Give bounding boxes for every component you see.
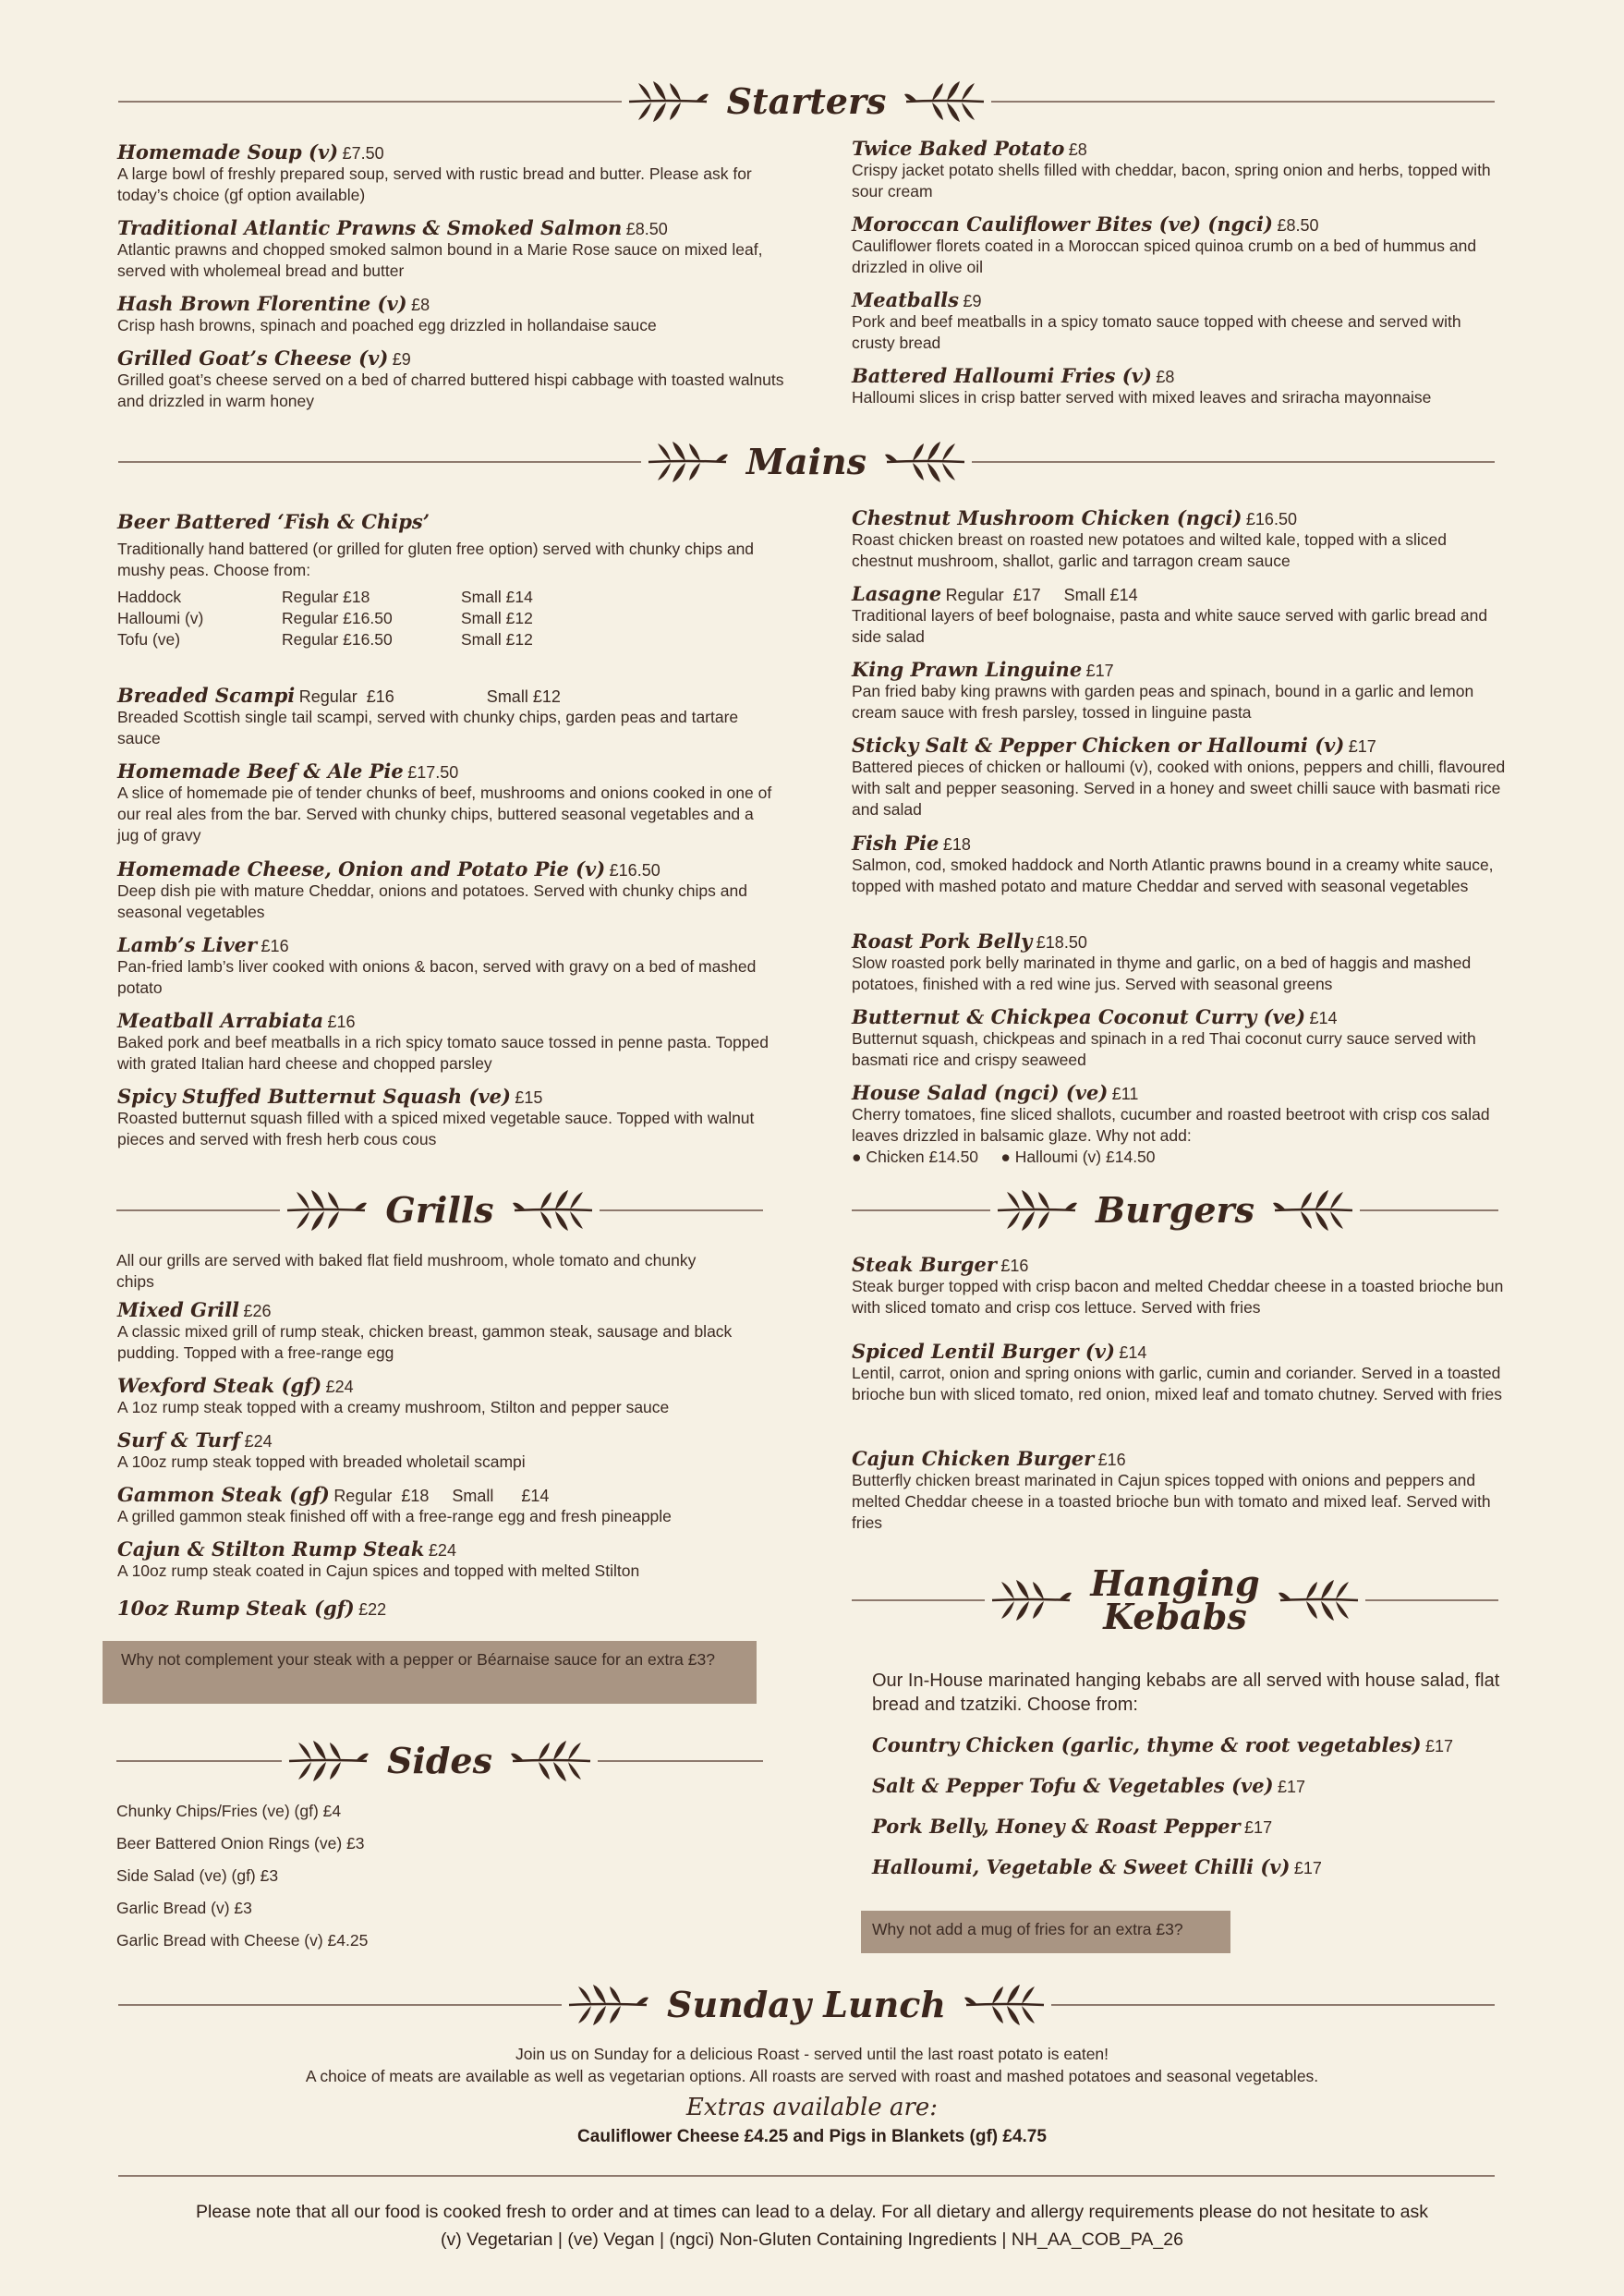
menu-item-halloumi-fries: [852, 364, 1508, 408]
divider-line: [852, 1599, 985, 1601]
divider-line: [991, 101, 1495, 103]
item-price: £14: [1309, 1009, 1338, 1027]
price-option: Haddock: [117, 588, 182, 606]
item-description: A grilled gammon steak finished off with a free-range egg and fresh pineapple: [117, 1507, 672, 1525]
menu-item-rump-steak: [117, 1597, 773, 1620]
item-description: Traditionally hand battered (or grilled for gluten free option) served with chunky chips and mushy peas. Choose from:: [117, 540, 755, 579]
menu-item-mushroom-chicken: [852, 506, 1508, 572]
item-description: Slow roasted pork belly marinated in thyme and garlic, on a bed of haggis and mashed potatoes, finished with a red wine jus. Served with seasonal greens: [852, 954, 1472, 993]
menu-item-gammon-steak: [117, 1483, 773, 1527]
item-description: Butternut squash, chickpeas and spinach in a red Thai coconut curry sauce served with basmati rice and crispy seaweed: [852, 1029, 1476, 1069]
item-name: King Prawn Linguine: [852, 658, 1083, 681]
footer-legend: (v) Vegetarian | (ve) Vegan | (ngci) Non-Gluten Containing Ingredients | NH_AA_COB_PA_26: [441, 2229, 1183, 2250]
extras-title: Extras available are:: [685, 2094, 939, 2121]
item-name: Surf & Turf: [117, 1428, 241, 1452]
item-price: £8: [1156, 368, 1175, 386]
section-header-grills: [116, 1188, 763, 1233]
price-small: Small £12: [461, 630, 533, 649]
menu-item-mixed-grill: [117, 1298, 773, 1364]
leaf-sprig-icon: [883, 440, 968, 484]
item-description: Pan-fried lamb’s liver cooked with onions & bacon, served with gravy on a bed of mashed potato: [117, 957, 757, 997]
section-header-kebabs: [852, 1562, 1498, 1637]
item-name: House Salad (ngci) (ve): [852, 1081, 1109, 1104]
item-name: Breaded Scampi: [117, 684, 296, 707]
menu-item-coconut-curry: [852, 1005, 1508, 1071]
price-small: Small £12: [461, 609, 533, 627]
side-item: Chunky Chips/Fries (ve) (gf) £4: [116, 1802, 342, 1820]
menu-item-hash-brown: [117, 292, 801, 336]
item-description: A 10oz rump steak coated in Cajun spices and topped with melted Stilton: [117, 1561, 640, 1580]
menu-item-surf-turf: [117, 1428, 773, 1473]
side-item: Garlic Bread (v) £3: [116, 1899, 252, 1917]
item-description: Steak burger topped with crisp bacon and melted Cheddar cheese in a toasted brioche bun with sliced tomato and crisp cos lettuce. Served with fries: [852, 1277, 1504, 1317]
section-title-mains: Mains: [745, 441, 867, 482]
menu-item-lentil-burger: [852, 1340, 1508, 1405]
divider-line: [116, 1760, 282, 1762]
grills-intro: All our grills are served with baked flat field mushroom, whole tomato and chunky chips: [116, 1251, 697, 1291]
item-name: Spicy Stuffed Butternut Squash (ve): [117, 1085, 511, 1108]
leaf-sprig-icon: [285, 1739, 370, 1783]
divider-line: [1360, 1209, 1498, 1211]
item-price: £8.50: [625, 220, 668, 238]
item-price: £18.50: [1036, 933, 1087, 952]
item-price: £17: [1277, 1778, 1305, 1796]
menu-item-beef-ale-pie: [117, 759, 773, 846]
item-description: Crispy jacket potato shells filled with cheddar, bacon, spring onion and herbs, topped with sour cream: [852, 161, 1491, 200]
menu-item-scampi: [117, 684, 773, 749]
price-regular: Regular £16.50: [282, 609, 393, 627]
menu-item-cajun-chicken-burger: [852, 1447, 1508, 1534]
item-name: Pork Belly, Honey & Roast Pepper: [872, 1815, 1241, 1838]
item-name: Homemade Cheese, Onion and Potato Pie (v): [117, 857, 606, 881]
item-description: A 10oz rump steak topped with breaded wholetail scampi: [117, 1452, 526, 1471]
leaf-sprig-icon: [565, 1983, 650, 2027]
price-regular: Regular £18: [282, 588, 370, 606]
item-description: Atlantic prawns and chopped smoked salmon bound in a Marie Rose sauce on mixed leaf, served with wholemeal bread and butter: [117, 240, 763, 280]
section-header-mains: [118, 440, 1495, 484]
item-name: Halloumi, Vegetable & Sweet Chilli (v): [872, 1855, 1291, 1878]
item-name: Lamb’s Liver: [117, 933, 258, 956]
divider-line: [116, 1209, 280, 1211]
item-price: £24: [428, 1541, 456, 1560]
section-title-starters: Starters: [726, 80, 887, 122]
kebabs-intro: Our In-House marinated hanging kebabs are all served with house salad, flat bread and tzatziki. Choose from:: [872, 1670, 1500, 1715]
divider-line: [972, 461, 1495, 463]
item-description: Lentil, carrot, onion and spring onions with garlic, cumin and coriander. Served in a toasted brioche bun with sliced tomato, red onion, mixed leaf and tomato chutney. Served with fries: [852, 1364, 1502, 1403]
item-price: Regular £16 Small £12: [298, 687, 561, 706]
item-price: £17: [1425, 1737, 1454, 1755]
sunday-line-2: A choice of meats are available as well as vegetarian options. All roasts are served with roast and mashed potatoes and seasonal vegetables.: [305, 2067, 1319, 2085]
leaf-sprig-icon: [963, 1983, 1048, 2027]
item-description: Pork and beef meatballs in a spicy tomato sauce topped with cheese and served with crusty bread: [852, 312, 1461, 352]
kebab-item: [872, 1733, 1519, 1774]
item-description: Deep dish pie with mature Cheddar, onions and potatoes. Served with chunky chips and seasonal vegetables: [117, 881, 747, 921]
item-price: £17: [1085, 662, 1114, 680]
item-name: Hash Brown Florentine (v): [117, 292, 407, 315]
footer-note: Please note that all our food is cooked fresh to order and at times can lead to a delay. For all dietary and allergy requirements please do not hesitate to ask: [196, 2202, 1428, 2222]
item-price: £16: [1097, 1451, 1126, 1469]
item-name: Homemade Soup (v): [117, 140, 339, 164]
item-description: Cauliflower florets coated in a Moroccan spiced quinoa crumb on a bed of hummus and drizzled in olive oil: [852, 237, 1477, 276]
item-price: £14: [1119, 1343, 1147, 1362]
item-name: 10oz Rump Steak (gf): [117, 1597, 355, 1620]
item-price: £9: [963, 292, 982, 310]
item-price: £11: [1111, 1085, 1139, 1103]
item-name: Roast Pork Belly: [852, 929, 1033, 953]
menu-item-meatballs: [852, 288, 1508, 354]
item-price: £7.50: [342, 144, 384, 163]
item-price: £22: [358, 1600, 387, 1619]
item-name: Moroccan Cauliflower Bites (ve) (ngci): [852, 213, 1273, 236]
item-description: Breaded Scottish single tail scampi, served with chunky chips, garden peas and tartare sauce: [117, 708, 739, 747]
item-price: £18: [942, 835, 971, 854]
leaf-sprig-icon: [903, 79, 988, 124]
item-name: Cajun & Stilton Rump Steak: [117, 1537, 425, 1561]
salad-addons: ● Chicken £14.50 ● Halloumi (v) £14.50: [852, 1148, 1156, 1166]
leaf-sprig-icon: [645, 440, 730, 484]
item-name: Sticky Salt & Pepper Chicken or Halloumi (v): [852, 734, 1345, 757]
item-description: Crisp hash browns, spinach and poached egg drizzled in hollandaise sauce: [117, 316, 657, 334]
item-price: £16: [261, 937, 289, 955]
price-option: Tofu (ve): [117, 630, 181, 649]
item-description: Battered pieces of chicken or halloumi (v), cooked with onions, peppers and chilli, flavoured with salt and pepper seasoning. Served in a honey and sweet chilli sauce with basmati rice and salad: [852, 758, 1506, 819]
price-table: [117, 587, 773, 650]
item-description: Traditional layers of beef bolognaise, pasta and white sauce served with garlic bread and side salad: [852, 606, 1488, 646]
sides-list: [116, 1801, 708, 1962]
item-name: Country Chicken (garlic, thyme & root vegetables): [872, 1733, 1422, 1756]
divider-line: [1051, 2004, 1495, 2006]
item-price: £17: [1244, 1818, 1273, 1837]
menu-item-meatball-arrabiata: [117, 1009, 773, 1075]
item-name: Steak Burger: [852, 1253, 997, 1276]
price-regular: Regular £16.50: [282, 630, 393, 649]
item-price: £16: [1000, 1257, 1029, 1275]
menu-item-house-salad: [852, 1081, 1508, 1168]
item-name: Mixed Grill: [117, 1298, 240, 1321]
leaf-sprig-icon: [1271, 1188, 1356, 1233]
item-price: £16: [327, 1013, 356, 1031]
divider-line: [852, 1209, 990, 1211]
section-title-kebabs: [1077, 1562, 1272, 1637]
item-price: £8: [1068, 140, 1087, 159]
kebab-list: [872, 1733, 1519, 1896]
item-price: £17: [1293, 1859, 1322, 1877]
item-description: Roast chicken breast on roasted new potatoes and wilted kale, topped with a sliced chestnut mushroom, shallot, garlic and tarragon cream sauce: [852, 530, 1447, 570]
item-description: A large bowl of freshly prepared soup, served with rustic bread and butter. Please ask for today’s choice (gf option available): [117, 164, 752, 204]
section-header-sides: [116, 1739, 763, 1783]
item-name: Butternut & Chickpea Coconut Curry (ve): [852, 1005, 1306, 1028]
steak-sauce-note: Why not complement your steak with a pepper or Béarnaise sauce for an extra £3?: [103, 1641, 757, 1704]
item-description: Grilled goat’s cheese served on a bed of charred buttered hispi cabbage with toasted walnuts and drizzled in warm honey: [117, 371, 784, 410]
menu-item-homemade-soup: [117, 140, 801, 206]
menu-item-salt-pepper-chicken: [852, 734, 1508, 820]
menu-item-lasagne: [852, 582, 1508, 648]
item-name: Battered Halloumi Fries (v): [852, 364, 1152, 387]
menu-item-butternut-squash: [117, 1085, 773, 1150]
item-name: Grilled Goat’s Cheese (v): [117, 346, 389, 370]
item-name: Cajun Chicken Burger: [852, 1447, 1095, 1470]
section-title-burgers: Burgers: [1096, 1189, 1254, 1231]
item-description: Halloumi slices in crisp batter served with mixed leaves and sriracha mayonnaise: [852, 388, 1432, 407]
item-price: £16.50: [1245, 510, 1297, 528]
side-item: Garlic Bread with Cheese (v) £4.25: [116, 1931, 369, 1950]
item-price: £15: [515, 1088, 543, 1107]
item-description: A classic mixed grill of rump steak, chicken breast, gammon steak, sausage and black pudding. Topped with a free-range egg: [117, 1322, 733, 1362]
item-price: £9: [392, 350, 411, 369]
item-name: Meatballs: [852, 288, 959, 311]
kebab-item: [872, 1855, 1519, 1896]
menu-item-twice-baked-potato: [852, 137, 1508, 202]
divider-line: [118, 2004, 562, 2006]
menu-item-lambs-liver: [117, 933, 773, 999]
extras-list: Cauliflower Cheese £4.25 and Pigs in Blankets (gf) £4.75: [577, 2127, 1047, 2146]
leaf-sprig-icon: [1277, 1578, 1362, 1622]
item-price: Regular £17 Small £14: [945, 586, 1138, 604]
item-name: Wexford Steak (gf): [117, 1374, 322, 1397]
item-price: £24: [244, 1432, 273, 1451]
item-description: Roasted butternut squash filled with a spiced mixed vegetable sauce. Topped with walnut pieces and served with fresh herb cous cous: [117, 1109, 755, 1148]
side-item: Beer Battered Onion Rings (ve) £3: [116, 1834, 365, 1853]
kebabs-title-line1: Hanging: [1090, 1562, 1260, 1604]
footer-divider: [118, 2175, 1495, 2177]
price-option: Halloumi (v): [117, 609, 204, 627]
item-name: Lasagne: [852, 582, 942, 605]
menu-item-wexford-steak: [117, 1374, 773, 1418]
item-price: £8.50: [1277, 216, 1319, 235]
item-price: £24: [325, 1378, 354, 1396]
item-price: Regular £18 Small £14: [333, 1487, 550, 1505]
item-description: Pan fried baby king prawns with garden peas and spinach, bound in a garlic and lemon cream sauce with fresh parsley, tossed in linguine pasta: [852, 682, 1474, 722]
item-name: Salt & Pepper Tofu & Vegetables (ve): [872, 1774, 1274, 1797]
item-name: Fish Pie: [852, 832, 939, 855]
menu-item-cheese-onion-pie: [117, 857, 773, 923]
item-name: Chestnut Mushroom Chicken (ngci): [852, 506, 1242, 529]
menu-item-cauliflower-bites: [852, 213, 1508, 278]
item-name: Meatball Arrabiata: [117, 1009, 324, 1032]
item-description: Butterfly chicken breast marinated in Cajun spices topped with onions and peppers and melted Cheddar cheese in a toasted brioche bun with tomato and mixed leaf. Served with fries: [852, 1471, 1491, 1532]
fries-note: Why not add a mug of fries for an extra £3?: [861, 1911, 1230, 1953]
sunday-line-1: Join us on Sunday for a delicious Roast - served until the last roast potato is eaten!: [515, 2045, 1109, 2063]
menu-item-prawn-linguine: [852, 658, 1508, 723]
item-name: Spiced Lentil Burger (v): [852, 1340, 1115, 1363]
item-name: Beer Battered ‘Fish & Chips’: [117, 510, 430, 533]
section-title-sunday-lunch: Sunday Lunch: [667, 1984, 946, 2025]
menu-item-steak-burger: [852, 1253, 1508, 1318]
item-description: Baked pork and beef meatballs in a rich spicy tomato sauce tossed in penne pasta. Topped with grated Italian hard cheese and chopped parsley: [117, 1033, 769, 1073]
leaf-sprig-icon: [509, 1739, 594, 1783]
divider-line: [118, 461, 641, 463]
divider-line: [118, 101, 622, 103]
menu-item-goats-cheese: [117, 346, 801, 412]
section-title-grills: Grills: [385, 1189, 494, 1231]
item-price: £16.50: [609, 861, 661, 880]
price-small: Small £14: [461, 588, 533, 606]
section-header-starters: [118, 79, 1495, 124]
item-name: Traditional Atlantic Prawns & Smoked Salmon: [117, 216, 623, 239]
item-price: £8: [411, 296, 430, 314]
section-title-sides: Sides: [386, 1740, 493, 1781]
item-price: £17: [1348, 737, 1376, 756]
item-description: Cherry tomatoes, fine sliced shallots, cucumber and roasted beetroot with crisp cos salad leaves drizzled in balsamic glaze. Why not add:: [852, 1105, 1490, 1145]
kebab-item: [872, 1774, 1519, 1815]
item-description: A 1oz rump steak topped with a creamy mushroom, Stilton and pepper sauce: [117, 1398, 670, 1416]
item-name: Gammon Steak (gf): [117, 1483, 330, 1506]
kebabs-title-line2: Kebabs: [1103, 1596, 1247, 1637]
menu-item-prawns-salmon: [117, 216, 801, 282]
menu-item-fish-and-chips: [117, 510, 773, 650]
leaf-sprig-icon: [511, 1188, 596, 1233]
leaf-sprig-icon: [625, 79, 710, 124]
leaf-sprig-icon: [994, 1188, 1079, 1233]
item-name: Homemade Beef & Ale Pie: [117, 759, 404, 783]
menu-item-cajun-stilton-steak: [117, 1537, 773, 1582]
section-header-sunday-lunch: [118, 1983, 1495, 2027]
item-price: £17.50: [407, 763, 459, 782]
item-name: Twice Baked Potato: [852, 137, 1065, 160]
leaf-sprig-icon: [988, 1578, 1073, 1622]
item-price: £26: [243, 1302, 272, 1320]
section-header-burgers: [852, 1188, 1498, 1233]
item-description: A slice of homemade pie of tender chunks of beef, mushrooms and onions cooked in one of our real ales from the bar. Served with chunky chips, buttered seasonal vegetables and a jug of gravy: [117, 784, 772, 844]
menu-item-pork-belly: [852, 929, 1508, 995]
divider-line: [600, 1209, 763, 1211]
leaf-sprig-icon: [284, 1188, 369, 1233]
divider-line: [598, 1760, 763, 1762]
menu-item-fish-pie: [852, 832, 1508, 897]
side-item: Side Salad (ve) (gf) £3: [116, 1866, 279, 1885]
divider-line: [1365, 1599, 1498, 1601]
item-description: Salmon, cod, smoked haddock and North Atlantic prawns bound in a creamy white sauce, topped with mashed potato and mature Cheddar and served with seasonal vegetables: [852, 856, 1494, 895]
kebab-item: [872, 1815, 1519, 1855]
